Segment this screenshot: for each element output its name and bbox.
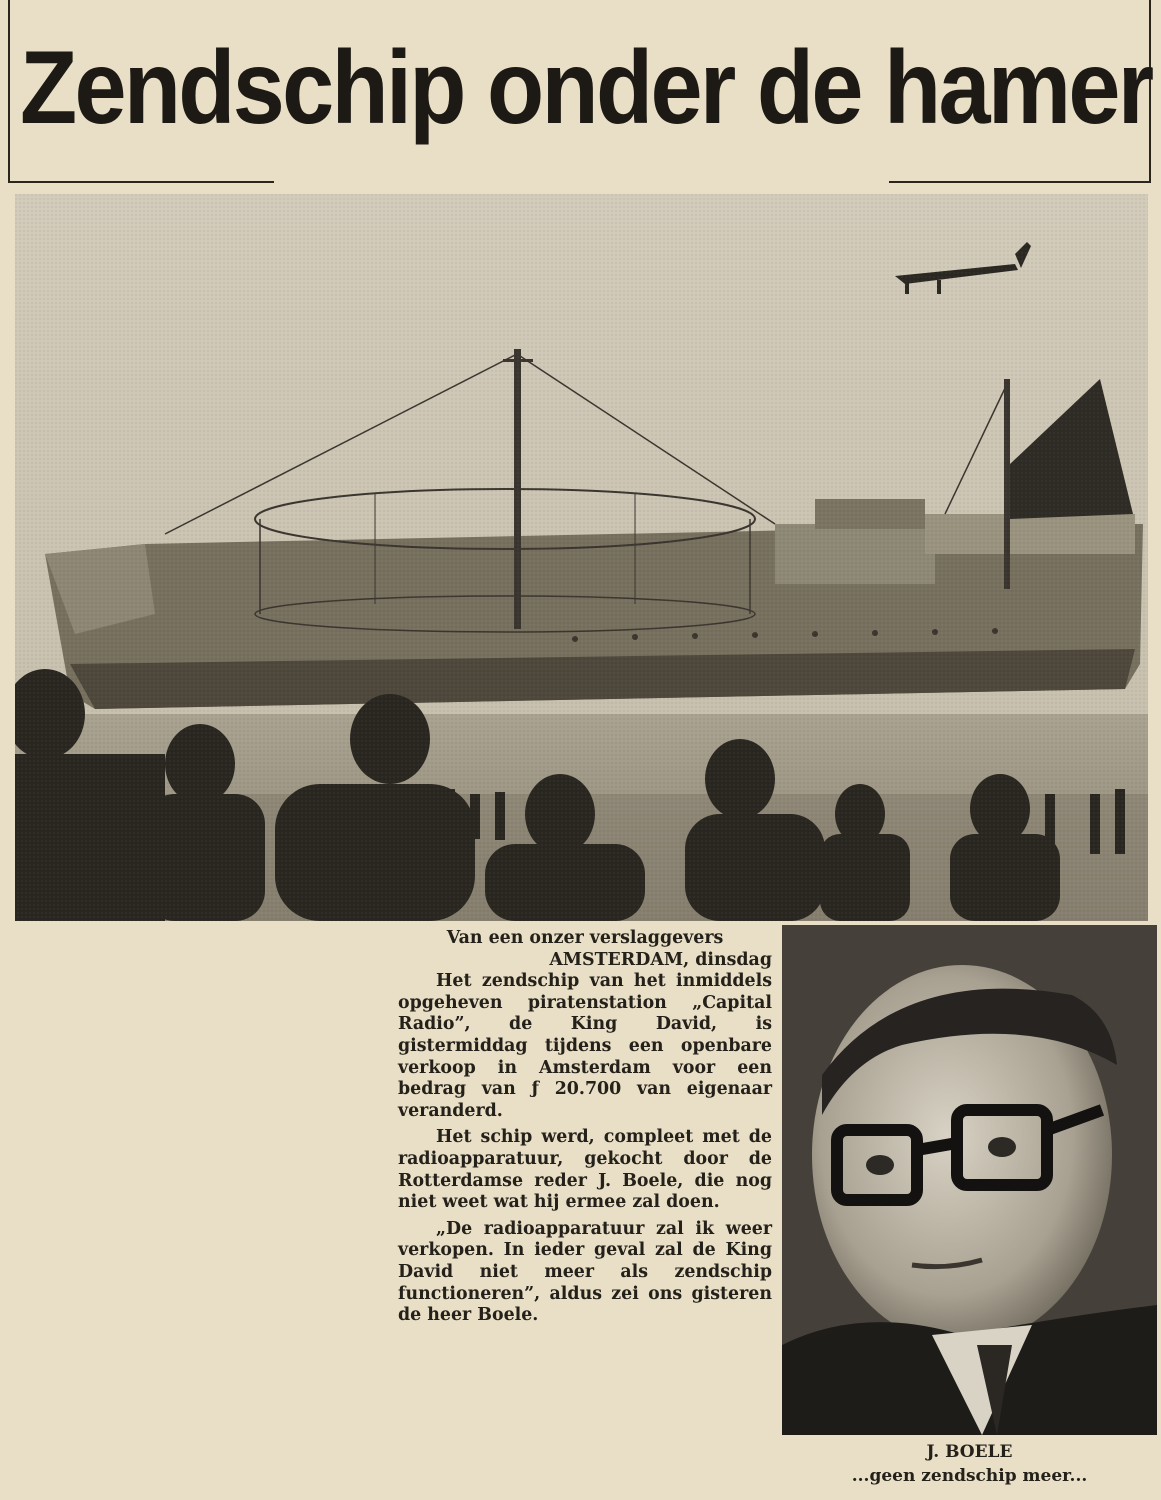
- headline: Zendschip onder de hamer: [20, 30, 1152, 146]
- portrait-photo: [782, 925, 1157, 1435]
- ship-photo: [15, 194, 1148, 921]
- article-paragraph-3: „De radioapparatuur zal ik weer verkopen. In ieder geval zal de King David niet meer als zendschip functioneren”, aldus zei ons gisteren de heer Boele.: [398, 1218, 772, 1326]
- caption-text: ...geen zendschip meer...: [851, 1466, 1088, 1486]
- headline-rule-right: [889, 181, 1151, 183]
- portrait-caption: [782, 1440, 1157, 1488]
- article-paragraph-1: Het zendschip van het inmiddels opgeheven piratenstation „Capital Radio”, de King David, is gistermiddag tijdens een openbare verkoop in Amsterdam voor een bedrag van ƒ 20.700 van eigenaar veranderd.: [398, 971, 772, 1121]
- article-paragraph-2: Het schip werd, compleet met de radioapparatuur, gekocht door de Rotterdamse reder J. Boele, die nog niet weet wat hij ermee zal doen.: [398, 1127, 772, 1213]
- headline-rule-left: [8, 181, 274, 183]
- ship-photo-illustration: [15, 194, 1148, 921]
- byline: Van een onzer verslaggevers: [446, 928, 724, 948]
- article-body: [398, 928, 772, 1332]
- dateline: AMSTERDAM, dinsdag: [549, 949, 772, 970]
- caption-name: J. BOELE: [926, 1442, 1013, 1462]
- portrait-illustration: [782, 925, 1157, 1435]
